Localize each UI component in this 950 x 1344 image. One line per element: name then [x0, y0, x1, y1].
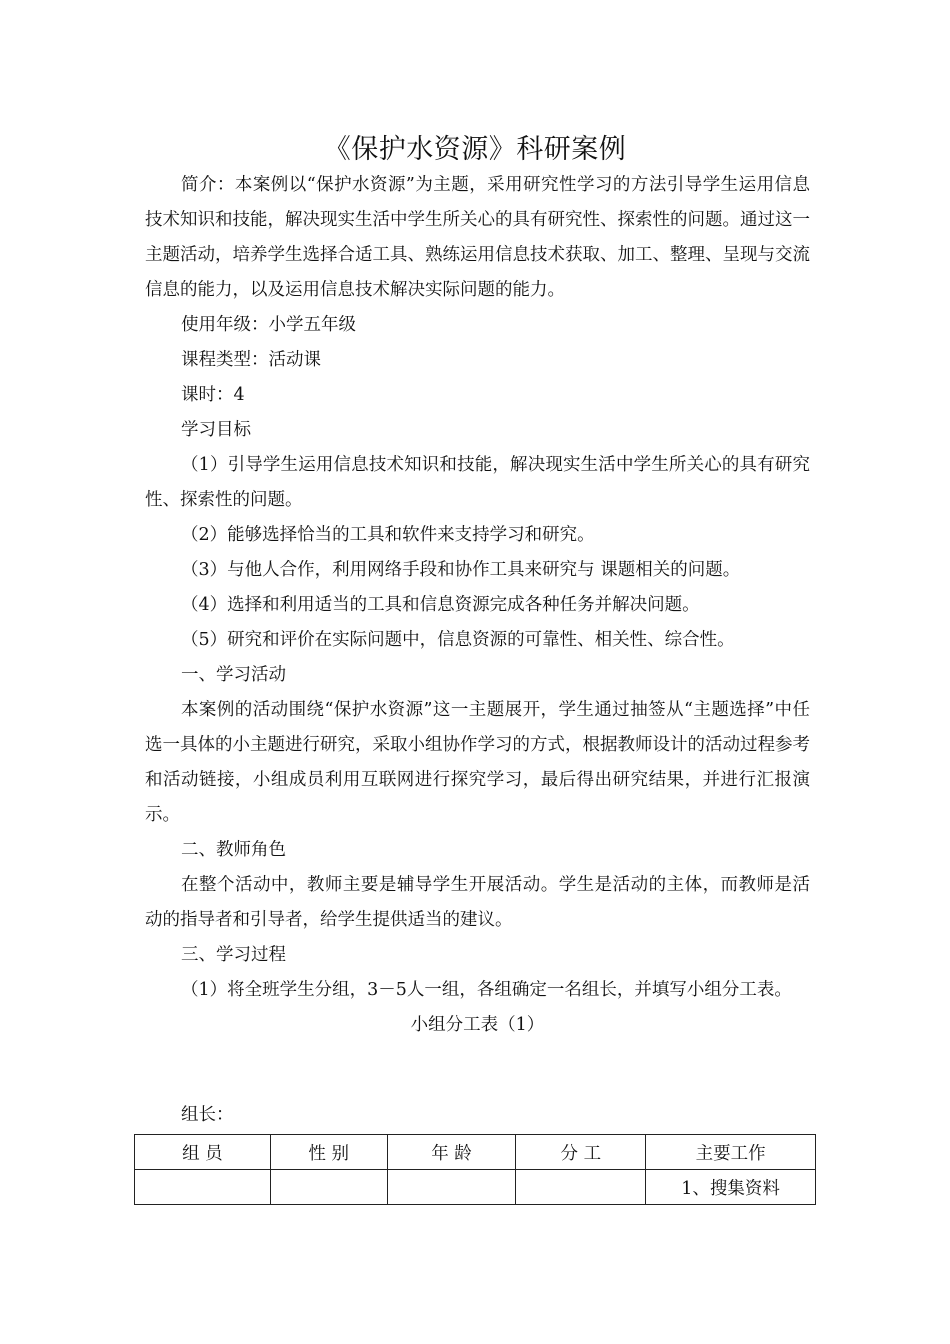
activity-paragraph: 本案例的活动围绕“保护水资源”这一主题展开，学生通过抽签从“主题选择”中任选一具体的小主题进行研究，采取小组协作学习的方式，根据教师设计的活动过程参考和活动链接，小组成员利用互联网进行探究学习，最后得出研究结果，并进行汇报演示。	[145, 700, 810, 825]
objective-4: （4）选择和利用适当的工具和信息资源完成各种任务并解决问题。	[181, 595, 700, 615]
section-heading-activity: 一、学习活动	[181, 665, 286, 685]
teacher-paragraph: 在整个活动中，教师主要是辅导学生开展活动。学生是活动的主体，而教师是活动的指导者和引导者，给学生提供适当的建议。	[145, 875, 810, 930]
group-assignment-table	[134, 1134, 816, 1205]
objective-1: （1）引导学生运用信息技术知识和技能，解决现实生活中学生所关心的具有研究性、探索性的问题。	[145, 455, 810, 510]
grade-line: 使用年级：小学五年级	[181, 315, 356, 335]
intro-paragraph: 简介：本案例以“保护水资源”为主题，采用研究性学习的方法引导学生运用信息技术知识和技能，解决现实生活中学生所关心的具有研究性、探索性的问题。通过这一主题活动，培养学生选择合适工具、熟练运用信息技术获取、加工、整理、呈现与交流信息的能力，以及运用信息技术解决实际问题的能力。	[145, 175, 810, 300]
cell-member	[135, 1170, 271, 1205]
objectives-heading: 学习目标	[181, 420, 251, 440]
document-body	[145, 168, 810, 1043]
group-leader-label: 组长：	[181, 1105, 234, 1125]
header-member: 组 员	[135, 1135, 271, 1170]
section-heading-teacher: 二、教师角色	[181, 840, 286, 860]
cell-main-work: 1、搜集资料	[646, 1170, 816, 1205]
objective-5: （5）研究和评价在实际问题中，信息资源的可靠性、相关性、综合性。	[181, 630, 735, 650]
document-title: 《保护水资源》科研案例	[323, 134, 627, 165]
class-hours-line: 课时：4	[181, 385, 245, 405]
header-division: 分 工	[516, 1135, 646, 1170]
section-heading-process: 三、学习过程	[181, 945, 286, 965]
table-row	[135, 1170, 816, 1205]
table-header-row	[135, 1135, 816, 1170]
header-gender: 性 别	[270, 1135, 387, 1170]
table-caption: 小组分工表（1）	[410, 1015, 545, 1035]
cell-gender	[270, 1170, 387, 1205]
course-type-line: 课程类型：活动课	[181, 350, 321, 370]
process-step-1: （1）将全班学生分组，3－5人一组，各组确定一名组长，并填写小组分工表。	[181, 980, 792, 1000]
objective-2: （2）能够选择恰当的工具和软件来支持学习和研究。	[181, 525, 595, 545]
cell-age	[387, 1170, 516, 1205]
objective-3: （3）与他人合作，利用网络手段和协作工具来研究与 课题相关的问题。	[181, 560, 741, 580]
cell-division	[516, 1170, 646, 1205]
header-main-work: 主要工作	[646, 1135, 816, 1170]
header-age: 年 龄	[387, 1135, 516, 1170]
